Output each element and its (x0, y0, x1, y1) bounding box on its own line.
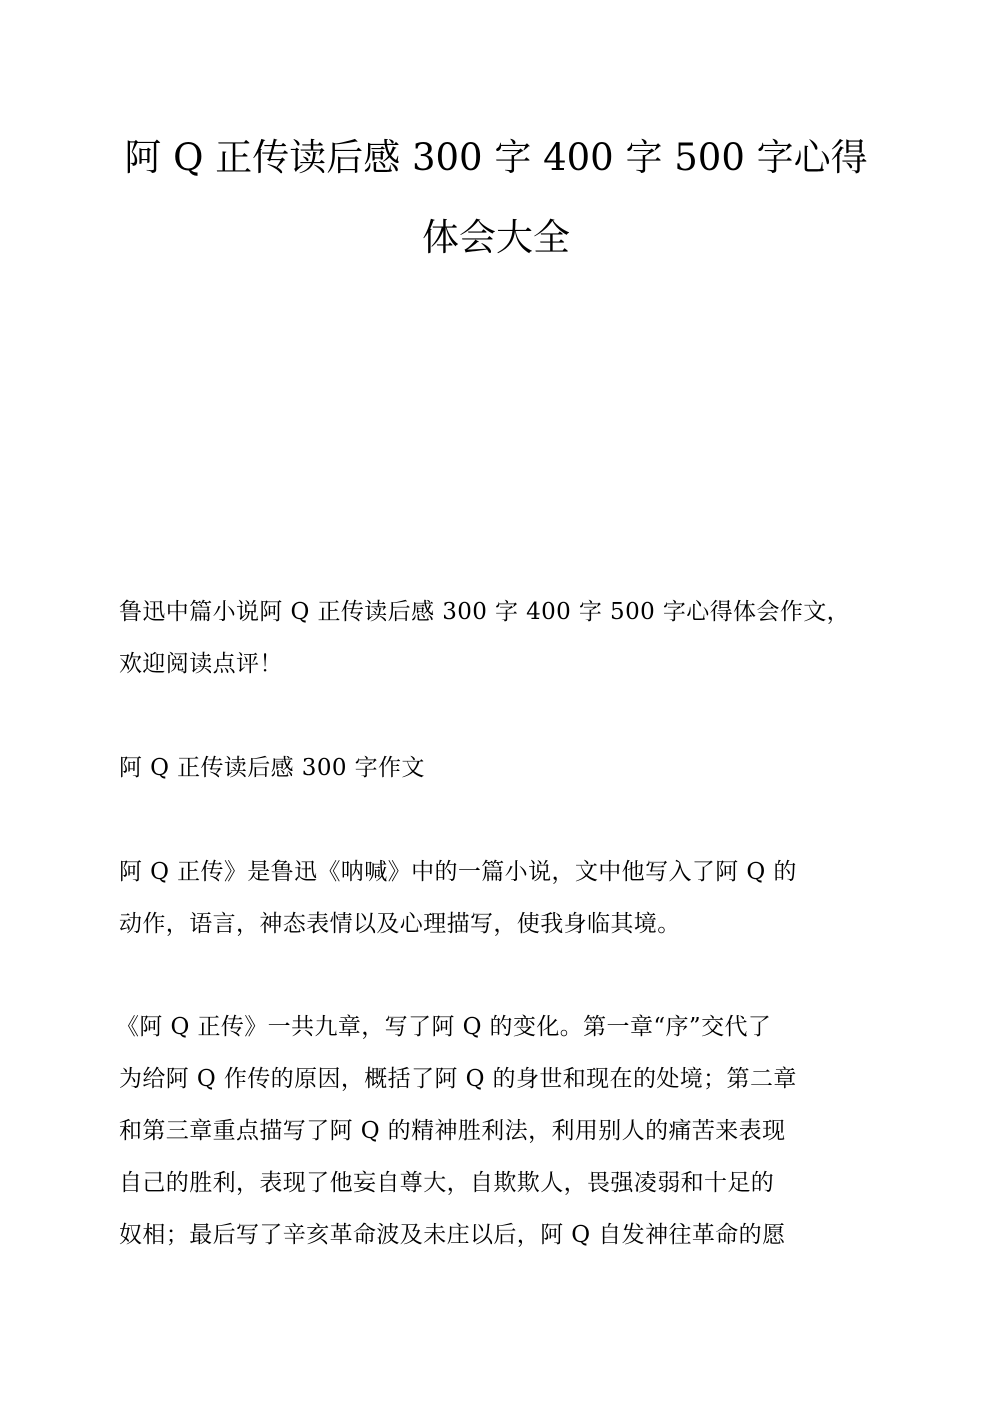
paragraph-line: 阿 Q 正传》是鲁迅《呐喊》中的一篇小说，文中他写入了阿 Q 的 (119, 859, 797, 885)
paragraph-line: 和第三章重点描写了阿 Q 的精神胜利法，利用别人的痛苦来表现 (119, 1118, 786, 1144)
title-line-1: 阿 Q 正传读后感 300 字 400 字 500 字心得 (124, 136, 868, 179)
intro-paragraph (119, 586, 881, 690)
paragraph-line: 奴相；最后写了辛亥革命波及未庄以后，阿 Q 自发神往革命的愿 (119, 1222, 786, 1248)
paragraph-line: 为给阿 Q 作传的原因，概括了阿 Q 的身世和现在的处境；第二章 (119, 1066, 797, 1092)
document-title (110, 118, 882, 278)
title-line-2: 体会大全 (422, 216, 570, 259)
paragraph-line: 自己的胜利，表现了他妄自尊大，自欺欺人，畏强凌弱和十足的 (119, 1170, 775, 1196)
paragraph-line: 动作，语言，神态表情以及心理描写，使我身临其境。 (119, 911, 681, 937)
paragraph-line: 《阿 Q 正传》一共九章，写了阿 Q 的变化。第一章“序”交代了 (116, 1014, 772, 1040)
section-heading (119, 742, 881, 794)
section-heading-text: 阿 Q 正传读后感 300 字作文 (119, 755, 425, 781)
paragraph-line: 鲁迅中篇小说阿 Q 正传读后感 300 字 400 字 500 字心得体会作文， (119, 599, 851, 625)
paragraph-line: 欢迎阅读点评！ (119, 651, 283, 677)
paragraph-2 (116, 1001, 878, 1261)
paragraph-1 (119, 846, 881, 950)
